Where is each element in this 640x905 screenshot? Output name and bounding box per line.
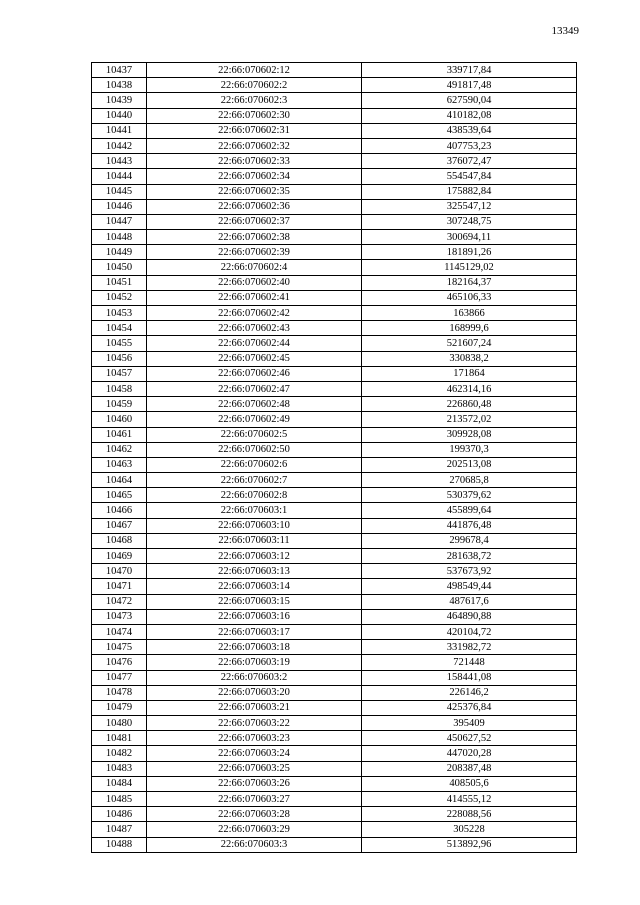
table-row	[92, 275, 577, 290]
row-number-cell: 10486	[92, 807, 147, 822]
table-row	[92, 78, 577, 93]
row-number-cell: 10474	[92, 624, 147, 639]
cadastral-number-cell: 22:66:070602:38	[147, 230, 362, 245]
cadastral-number-cell: 22:66:070602:32	[147, 138, 362, 153]
table-row	[92, 63, 577, 78]
row-number-cell: 10471	[92, 579, 147, 594]
table-row	[92, 837, 577, 852]
row-number-cell: 10441	[92, 123, 147, 138]
cadastral-value-cell: 1145129,02	[362, 260, 577, 275]
cadastral-number-cell: 22:66:070603:17	[147, 624, 362, 639]
cadastral-value-cell: 465106,33	[362, 290, 577, 305]
row-number-cell: 10473	[92, 609, 147, 624]
cadastral-number-cell: 22:66:070602:49	[147, 412, 362, 427]
row-number-cell: 10462	[92, 442, 147, 457]
table-row	[92, 108, 577, 123]
cadastral-number-cell: 22:66:070602:43	[147, 321, 362, 336]
cadastral-value-cell: 395409	[362, 716, 577, 731]
table-row	[92, 260, 577, 275]
table-row	[92, 442, 577, 457]
cadastral-value-cell: 299678,4	[362, 533, 577, 548]
row-number-cell: 10463	[92, 457, 147, 472]
cadastral-number-cell: 22:66:070603:27	[147, 792, 362, 807]
table-row	[92, 321, 577, 336]
row-number-cell: 10449	[92, 245, 147, 260]
table-row	[92, 366, 577, 381]
cadastral-number-cell: 22:66:070603:12	[147, 549, 362, 564]
cadastral-number-cell: 22:66:070602:34	[147, 169, 362, 184]
row-number-cell: 10450	[92, 260, 147, 275]
cadastral-value-cell: 537673,92	[362, 564, 577, 579]
row-number-cell: 10468	[92, 533, 147, 548]
cadastral-number-cell: 22:66:070602:6	[147, 457, 362, 472]
table-row	[92, 640, 577, 655]
table-row	[92, 457, 577, 472]
cadastral-number-cell: 22:66:070602:50	[147, 442, 362, 457]
cadastral-value-table	[91, 62, 577, 853]
cadastral-value-cell: 182164,37	[362, 275, 577, 290]
row-number-cell: 10440	[92, 108, 147, 123]
table-row	[92, 123, 577, 138]
cadastral-value-cell: 270685,8	[362, 473, 577, 488]
table-row	[92, 655, 577, 670]
table-row	[92, 670, 577, 685]
table-row	[92, 731, 577, 746]
cadastral-number-cell: 22:66:070602:8	[147, 488, 362, 503]
cadastral-value-cell: 414555,12	[362, 792, 577, 807]
cadastral-value-cell: 464890,88	[362, 609, 577, 624]
cadastral-number-cell: 22:66:070603:21	[147, 700, 362, 715]
table-body	[92, 63, 577, 853]
table-row	[92, 792, 577, 807]
table-row	[92, 214, 577, 229]
table-row	[92, 594, 577, 609]
page-number: 13349	[551, 25, 579, 37]
cadastral-value-cell: 213572,02	[362, 412, 577, 427]
cadastral-value-cell: 228088,56	[362, 807, 577, 822]
row-number-cell: 10458	[92, 381, 147, 396]
cadastral-number-cell: 22:66:070603:25	[147, 761, 362, 776]
row-number-cell: 10484	[92, 776, 147, 791]
row-number-cell: 10480	[92, 716, 147, 731]
cadastral-value-cell: 530379,62	[362, 488, 577, 503]
table-row	[92, 761, 577, 776]
cadastral-number-cell: 22:66:070602:41	[147, 290, 362, 305]
table-row	[92, 685, 577, 700]
cadastral-value-cell: 438539,64	[362, 123, 577, 138]
row-number-cell: 10443	[92, 154, 147, 169]
table-row	[92, 533, 577, 548]
row-number-cell: 10483	[92, 761, 147, 776]
row-number-cell: 10461	[92, 427, 147, 442]
cadastral-number-cell: 22:66:070602:40	[147, 275, 362, 290]
cadastral-number-cell: 22:66:070602:4	[147, 260, 362, 275]
cadastral-value-cell: 441876,48	[362, 518, 577, 533]
cadastral-number-cell: 22:66:070603:16	[147, 609, 362, 624]
row-number-cell: 10456	[92, 351, 147, 366]
row-number-cell: 10455	[92, 336, 147, 351]
cadastral-value-cell: 455899,64	[362, 503, 577, 518]
row-number-cell: 10479	[92, 700, 147, 715]
table-row	[92, 336, 577, 351]
cadastral-number-cell: 22:66:070602:45	[147, 351, 362, 366]
cadastral-number-cell: 22:66:070602:30	[147, 108, 362, 123]
cadastral-value-cell: 300694,11	[362, 230, 577, 245]
cadastral-value-cell: 339717,84	[362, 63, 577, 78]
cadastral-value-cell: 281638,72	[362, 549, 577, 564]
cadastral-value-cell: 447020,28	[362, 746, 577, 761]
table-row	[92, 579, 577, 594]
row-number-cell: 10460	[92, 412, 147, 427]
row-number-cell: 10438	[92, 78, 147, 93]
table-row	[92, 154, 577, 169]
cadastral-value-cell: 208387,48	[362, 761, 577, 776]
cadastral-number-cell: 22:66:070602:47	[147, 381, 362, 396]
cadastral-number-cell: 22:66:070603:3	[147, 837, 362, 852]
table-row	[92, 609, 577, 624]
table-row	[92, 199, 577, 214]
cadastral-value-cell: 425376,84	[362, 700, 577, 715]
cadastral-value-cell: 175882,84	[362, 184, 577, 199]
cadastral-value-cell: 721448	[362, 655, 577, 670]
cadastral-value-cell: 307248,75	[362, 214, 577, 229]
row-number-cell: 10452	[92, 290, 147, 305]
row-number-cell: 10442	[92, 138, 147, 153]
cadastral-value-cell: 627590,04	[362, 93, 577, 108]
table-row	[92, 93, 577, 108]
cadastral-number-cell: 22:66:070602:39	[147, 245, 362, 260]
row-number-cell: 10482	[92, 746, 147, 761]
cadastral-value-cell: 462314,16	[362, 381, 577, 396]
cadastral-number-cell: 22:66:070603:23	[147, 731, 362, 746]
cadastral-value-cell: 168999,6	[362, 321, 577, 336]
table-row	[92, 716, 577, 731]
row-number-cell: 10464	[92, 473, 147, 488]
row-number-cell: 10451	[92, 275, 147, 290]
cadastral-number-cell: 22:66:070603:2	[147, 670, 362, 685]
row-number-cell: 10476	[92, 655, 147, 670]
cadastral-number-cell: 22:66:070602:31	[147, 123, 362, 138]
row-number-cell: 10487	[92, 822, 147, 837]
row-number-cell: 10448	[92, 230, 147, 245]
table-row	[92, 245, 577, 260]
table-row	[92, 700, 577, 715]
table-row	[92, 427, 577, 442]
row-number-cell: 10466	[92, 503, 147, 518]
row-number-cell: 10453	[92, 306, 147, 321]
cadastral-number-cell: 22:66:070602:3	[147, 93, 362, 108]
cadastral-number-cell: 22:66:070603:29	[147, 822, 362, 837]
table-row	[92, 564, 577, 579]
table-row	[92, 473, 577, 488]
table-row	[92, 746, 577, 761]
cadastral-value-cell: 450627,52	[362, 731, 577, 746]
cadastral-number-cell: 22:66:070603:24	[147, 746, 362, 761]
cadastral-value-cell: 491817,48	[362, 78, 577, 93]
table-row	[92, 306, 577, 321]
row-number-cell: 10439	[92, 93, 147, 108]
table-row	[92, 397, 577, 412]
row-number-cell: 10470	[92, 564, 147, 579]
cadastral-value-cell: 181891,26	[362, 245, 577, 260]
cadastral-number-cell: 22:66:070603:11	[147, 533, 362, 548]
cadastral-number-cell: 22:66:070602:37	[147, 214, 362, 229]
cadastral-value-cell: 376072,47	[362, 154, 577, 169]
cadastral-value-cell: 331982,72	[362, 640, 577, 655]
cadastral-number-cell: 22:66:070602:5	[147, 427, 362, 442]
row-number-cell: 10485	[92, 792, 147, 807]
cadastral-number-cell: 22:66:070602:7	[147, 473, 362, 488]
row-number-cell: 10475	[92, 640, 147, 655]
table-row	[92, 549, 577, 564]
cadastral-number-cell: 22:66:070603:15	[147, 594, 362, 609]
row-number-cell: 10454	[92, 321, 147, 336]
cadastral-number-cell: 22:66:070602:36	[147, 199, 362, 214]
table-row	[92, 138, 577, 153]
row-number-cell: 10447	[92, 214, 147, 229]
cadastral-value-cell: 325547,12	[362, 199, 577, 214]
table-row	[92, 381, 577, 396]
cadastral-value-cell: 498549,44	[362, 579, 577, 594]
cadastral-number-cell: 22:66:070602:35	[147, 184, 362, 199]
cadastral-value-cell: 199370,3	[362, 442, 577, 457]
table-row	[92, 184, 577, 199]
cadastral-number-cell: 22:66:070603:18	[147, 640, 362, 655]
table-row	[92, 351, 577, 366]
row-number-cell: 10472	[92, 594, 147, 609]
row-number-cell: 10488	[92, 837, 147, 852]
cadastral-number-cell: 22:66:070602:44	[147, 336, 362, 351]
cadastral-number-cell: 22:66:070603:22	[147, 716, 362, 731]
cadastral-value-cell: 163866	[362, 306, 577, 321]
table-row	[92, 776, 577, 791]
cadastral-value-cell: 521607,24	[362, 336, 577, 351]
row-number-cell: 10481	[92, 731, 147, 746]
row-number-cell: 10457	[92, 366, 147, 381]
cadastral-value-cell: 202513,08	[362, 457, 577, 472]
table-row	[92, 412, 577, 427]
cadastral-number-cell: 22:66:070603:13	[147, 564, 362, 579]
cadastral-value-cell: 487617,6	[362, 594, 577, 609]
cadastral-value-cell: 554547,84	[362, 169, 577, 184]
row-number-cell: 10444	[92, 169, 147, 184]
cadastral-number-cell: 22:66:070602:46	[147, 366, 362, 381]
row-number-cell: 10445	[92, 184, 147, 199]
cadastral-value-cell: 309928,08	[362, 427, 577, 442]
cadastral-value-cell: 226146,2	[362, 685, 577, 700]
table-row	[92, 503, 577, 518]
cadastral-value-cell: 158441,08	[362, 670, 577, 685]
cadastral-value-cell: 330838,2	[362, 351, 577, 366]
cadastral-number-cell: 22:66:070603:19	[147, 655, 362, 670]
cadastral-number-cell: 22:66:070603:20	[147, 685, 362, 700]
cadastral-value-cell: 305228	[362, 822, 577, 837]
table-row	[92, 807, 577, 822]
row-number-cell: 10465	[92, 488, 147, 503]
cadastral-number-cell: 22:66:070602:12	[147, 63, 362, 78]
cadastral-value-cell: 408505,6	[362, 776, 577, 791]
row-number-cell: 10469	[92, 549, 147, 564]
table-row	[92, 230, 577, 245]
table-row	[92, 169, 577, 184]
cadastral-value-cell: 171864	[362, 366, 577, 381]
cadastral-number-cell: 22:66:070603:1	[147, 503, 362, 518]
row-number-cell: 10478	[92, 685, 147, 700]
row-number-cell: 10459	[92, 397, 147, 412]
row-number-cell: 10437	[92, 63, 147, 78]
cadastral-value-cell: 420104,72	[362, 624, 577, 639]
cadastral-value-cell: 407753,23	[362, 138, 577, 153]
cadastral-number-cell: 22:66:070603:26	[147, 776, 362, 791]
table-row	[92, 488, 577, 503]
table-row	[92, 624, 577, 639]
cadastral-number-cell: 22:66:070602:2	[147, 78, 362, 93]
cadastral-value-cell: 513892,96	[362, 837, 577, 852]
table-row	[92, 518, 577, 533]
cadastral-number-cell: 22:66:070603:28	[147, 807, 362, 822]
cadastral-number-cell: 22:66:070602:48	[147, 397, 362, 412]
cadastral-value-cell: 226860,48	[362, 397, 577, 412]
cadastral-number-cell: 22:66:070603:14	[147, 579, 362, 594]
table-row	[92, 290, 577, 305]
row-number-cell: 10477	[92, 670, 147, 685]
cadastral-value-cell: 410182,08	[362, 108, 577, 123]
cadastral-number-cell: 22:66:070602:33	[147, 154, 362, 169]
row-number-cell: 10446	[92, 199, 147, 214]
table-row	[92, 822, 577, 837]
cadastral-number-cell: 22:66:070602:42	[147, 306, 362, 321]
cadastral-number-cell: 22:66:070603:10	[147, 518, 362, 533]
row-number-cell: 10467	[92, 518, 147, 533]
